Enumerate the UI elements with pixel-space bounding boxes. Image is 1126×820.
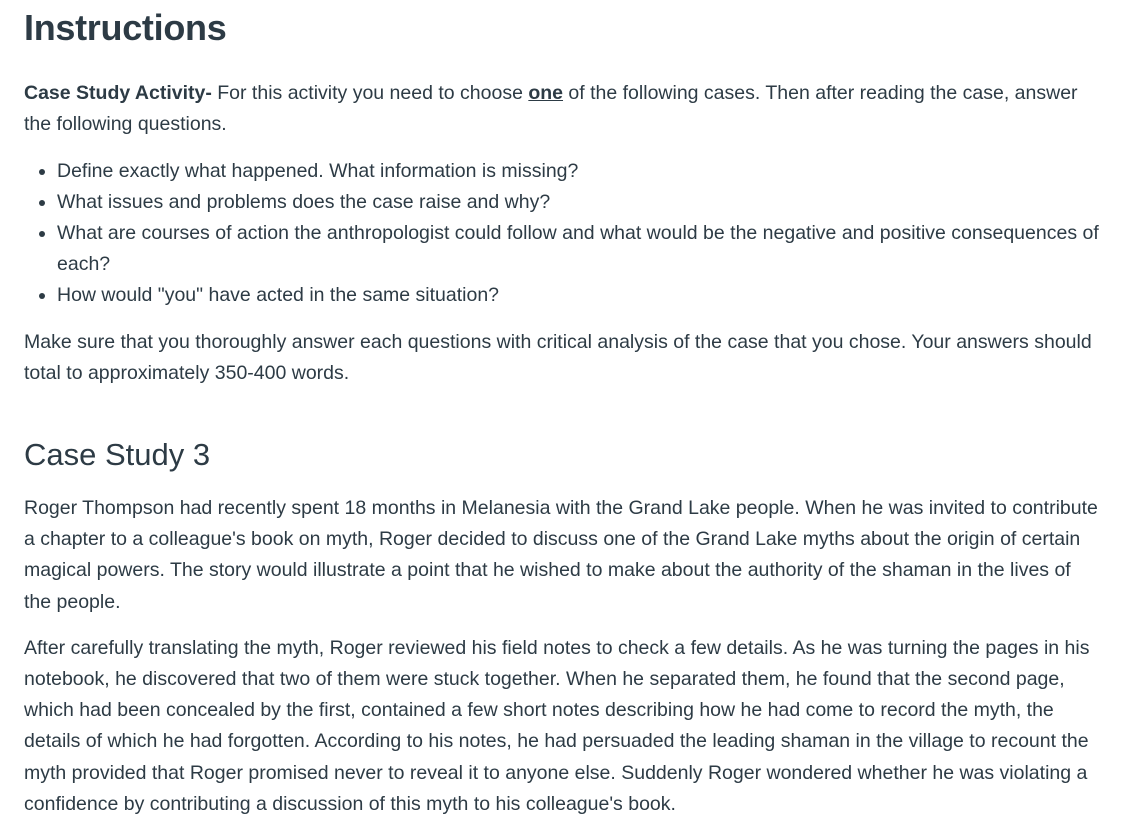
questions-list [24, 156, 1102, 311]
intro-paragraph [24, 78, 1102, 140]
requirements-paragraph: Make sure that you thoroughly answer each questions with critical analysis of the case that you chose. Your answers should total to approximately 350-400 words. [24, 331, 1092, 384]
list-item: • Define exactly what happened. What information is missing? [57, 156, 1102, 187]
case-paragraph: After carefully translating the myth, Roger reviewed his field notes to check a few details. As he was turning the pages in his notebook, he discovered that two of them were stuck together. When he separated them, he found that the second page, which had been concealed by the first, contained a few short notes describing how he had come to record the myth, the details of which he had forgotten. According to his notes, he had persuaded the leading shaman in the village to recount the myth provided that Roger promised never to reveal it to anyone else. Suddenly Roger wondered whether he was violating a confidence by contributing a discussion of this myth to his colleague's book. [24, 636, 1090, 815]
intro-lead: Case Study Activity- [24, 82, 212, 104]
page-title: Instructions [24, 7, 227, 48]
list-item: • What issues and problems does the case raise and why? [57, 187, 1102, 218]
case-study-title: Case Study 3 [24, 437, 211, 472]
intro-text-after: of the following cases. Then after reading the case, answer the following questions. [24, 82, 1078, 135]
case-paragraph: Roger Thompson had recently spent 18 months in Melanesia with the Grand Lake people. When he was invited to contribute a chapter to a colleague's book on myth, Roger decided to discuss one of the Grand Lake myths about the origin of certain magical powers. The story would illustrate a point that he wished to make about the authority of the shaman in the lives of the people. [24, 497, 1098, 613]
list-item: • How would "you" have acted in the same situation? [57, 280, 1102, 311]
intro-text-before: For this activity you need to choose [211, 82, 529, 104]
intro-emphasis: one [528, 82, 564, 104]
list-item: • What are courses of action the anthropologist could follow and what would be the negative and positive consequences of each? [57, 218, 1102, 280]
